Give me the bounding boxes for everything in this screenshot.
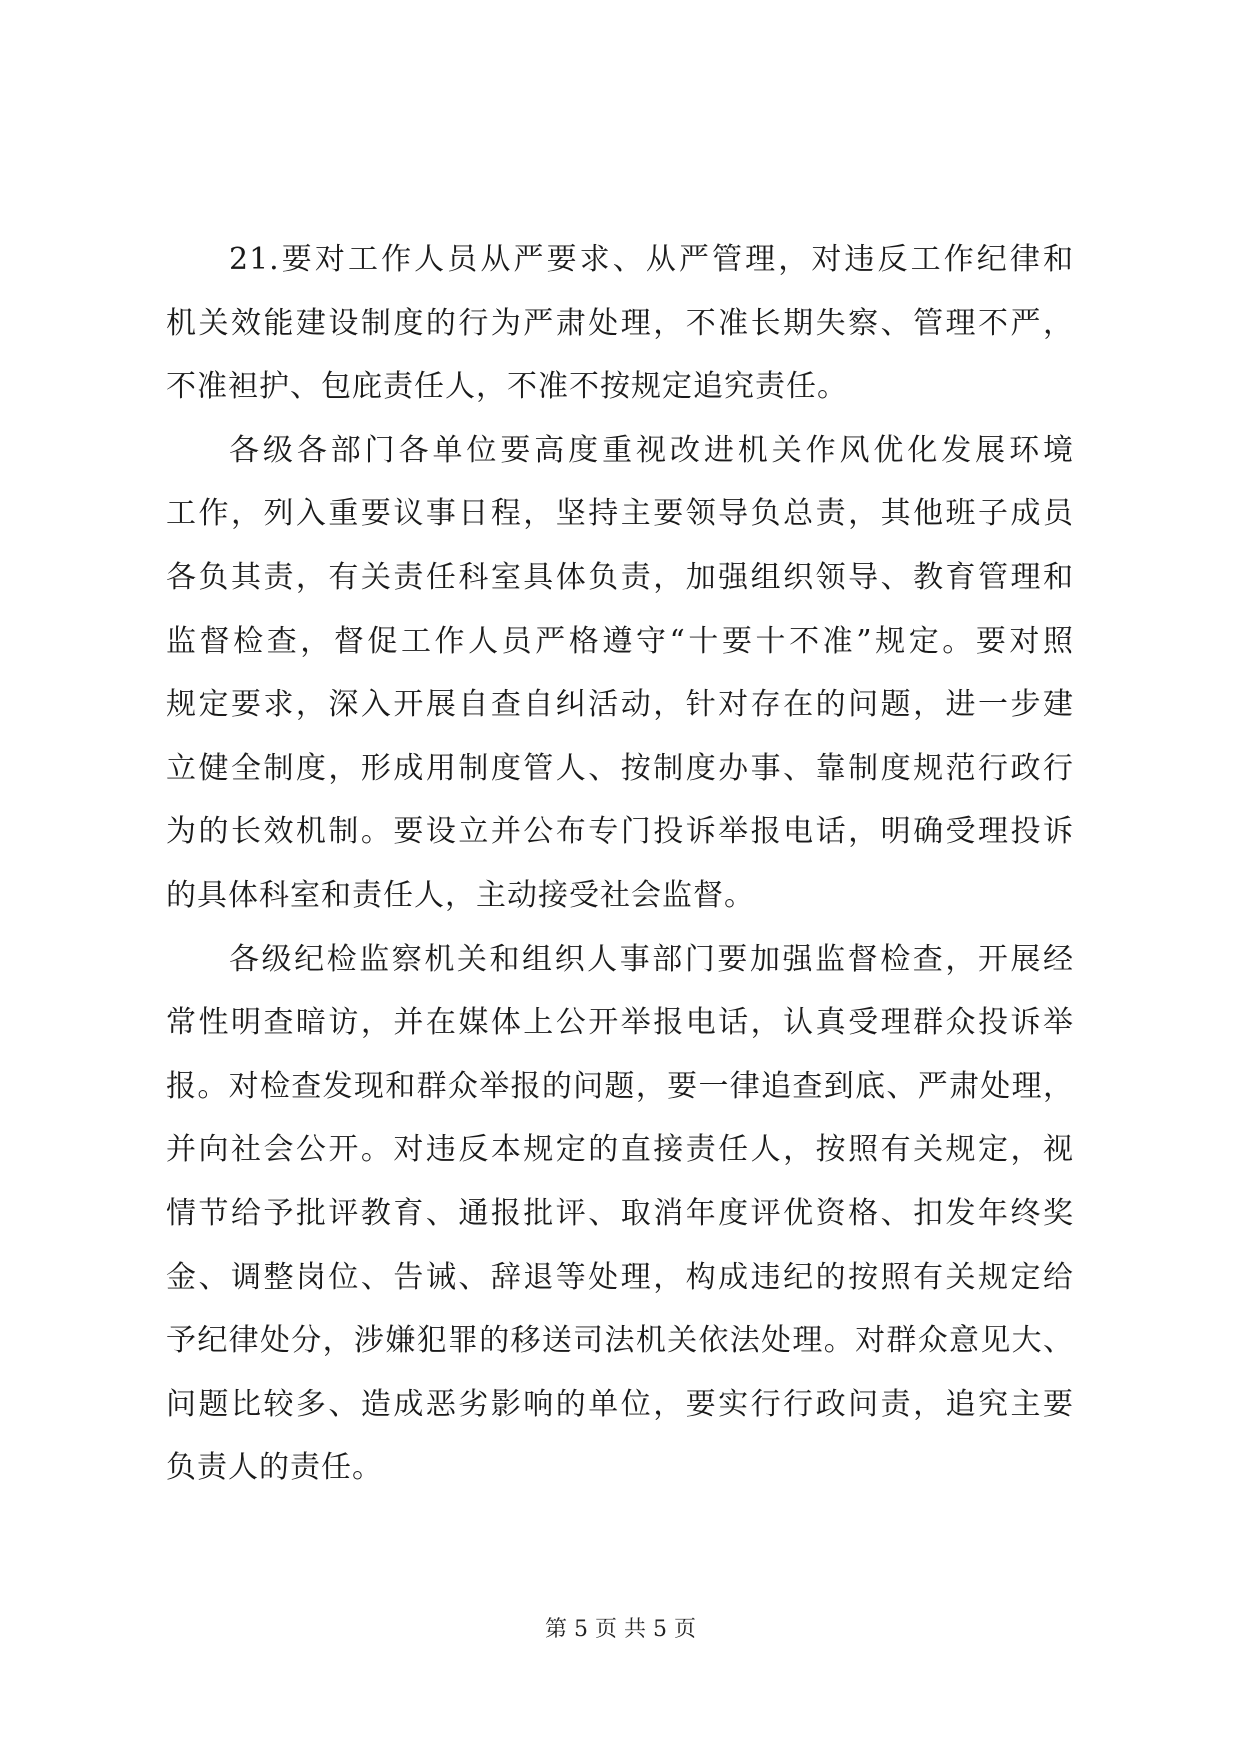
- text-line: 监督检查，督促工作人员严格遵守“十要十不准”规定。要对照: [166, 623, 1074, 659]
- text-line: 21.要对工作人员从严要求、从严管理，对违反工作纪律和: [229, 242, 1074, 277]
- text-line: 不准袒护、包庇责任人，不准不按规定追究责任。: [166, 369, 848, 405]
- text-line: 机关效能建设制度的行为严肃处理，不准长期失察、管理不严，: [166, 305, 1074, 341]
- text-line: 并向社会公开。对违反本规定的直接责任人，按照有关规定，视: [166, 1132, 1074, 1168]
- paragraph-supervision: [166, 928, 1074, 1500]
- text-line: 立健全制度，形成用制度管人、按制度办事、靠制度规范行政行: [166, 750, 1074, 786]
- text-line: 金、调整岗位、告诫、辞退等处理，构成违纪的按照有关规定给: [166, 1259, 1074, 1295]
- text-line: 各级纪检监察机关和组织人事部门要加强监督检查，开展经: [229, 941, 1074, 977]
- text-line: 规定要求，深入开展自查自纠活动，针对存在的问题，进一步建: [166, 687, 1074, 723]
- paragraph-item-21: [166, 228, 1074, 419]
- text-line: 工作，列入重要议事日程，坚持主要领导负总责，其他班子成员: [166, 496, 1074, 532]
- document-body: [166, 228, 1074, 1500]
- text-line: 报。对检查发现和群众举报的问题，要一律追查到底、严肃处理，: [166, 1068, 1074, 1104]
- text-line: 情节给予批评教育、通报批评、取消年度评优资格、扣发年终奖: [166, 1195, 1074, 1231]
- paragraph-responsibility: [166, 419, 1074, 928]
- text-line: 负责人的责任。: [166, 1450, 383, 1486]
- text-line: 各负其责，有关责任科室具体负责，加强组织领导、教育管理和: [166, 559, 1074, 595]
- text-line: 的具体科室和责任人，主动接受社会监督。: [166, 877, 755, 913]
- text-line: 各级各部门各单位要高度重视改进机关作风优化发展环境: [229, 432, 1074, 468]
- text-line: 为的长效机制。要设立并公布专门投诉举报电话，明确受理投诉: [166, 814, 1074, 850]
- text-line: 常性明查暗访，并在媒体上公开举报电话，认真受理群众投诉举: [166, 1005, 1074, 1041]
- text-line: 问题比较多、造成恶劣影响的单位，要实行行政问责，追究主要: [166, 1386, 1074, 1422]
- page-number-footer: 第 5 页 共 5 页: [545, 1617, 696, 1642]
- text-line: 予纪律处分，涉嫌犯罪的移送司法机关依法处理。对群众意见大、: [166, 1323, 1074, 1359]
